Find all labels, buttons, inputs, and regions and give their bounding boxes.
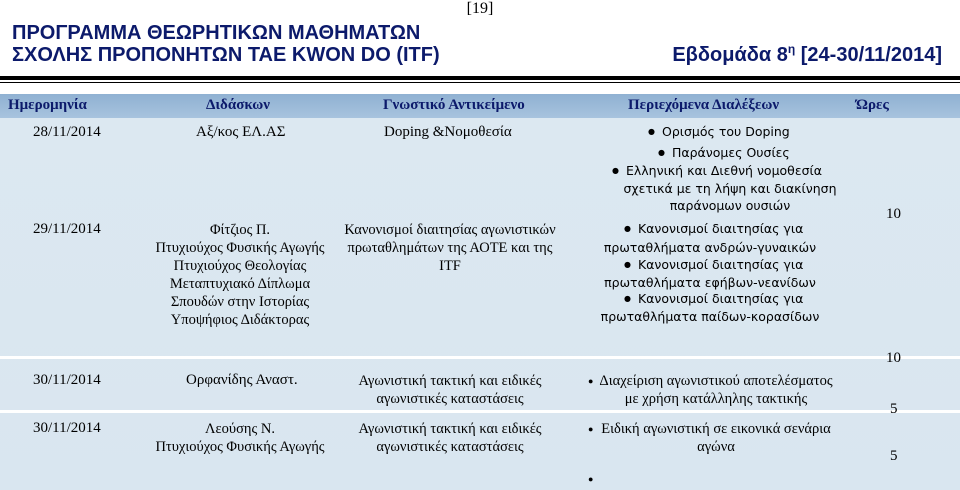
row4-hours-1: 5 <box>890 401 898 417</box>
week-text: Εβδομάδα 8 <box>672 44 788 66</box>
row3-subject-line: αγωνιστικές καταστάσεις <box>376 391 524 407</box>
header-subject: Γνωστικό Αντικείμενο <box>383 97 525 113</box>
row2-cont-2: πρωταθλήματα εφήβων-νεανίδων <box>604 275 816 290</box>
row2-teacher-line: Φίτζιος Π. <box>209 222 271 238</box>
page-number: [19] <box>466 0 494 17</box>
row3-subject <box>330 372 570 408</box>
header-content: Περιεχόμενα Διαλέξεων <box>628 97 780 113</box>
row3-subject-line: Αγωνιστική τακτική και ειδικές <box>358 373 542 389</box>
row3-content-line: Διαχείριση αγωνιστικού αποτελέσματος <box>599 373 833 389</box>
row3-hours: 10 <box>886 350 901 366</box>
row1-bullet-3: ● Ελληνική και Διεθνή νομοθεσία <box>612 163 822 178</box>
row4-hours-2: 5 <box>890 448 898 464</box>
row2-subject <box>330 221 570 275</box>
row4-subject-line: Αγωνιστική τακτική και ειδικές <box>358 421 542 437</box>
row2-bullet-2: ● Κανονισμοί διαιτησίας για <box>624 257 803 272</box>
row4-content <box>598 420 834 456</box>
row4-content-line: Ειδική αγωνιστική σε εικονικά σενάρια <box>601 421 831 437</box>
row3-bullet-dot: ● <box>588 376 594 386</box>
row1-bullet-1: ● Ορισμός του Doping <box>648 124 790 139</box>
row2-subject-line: ITF <box>439 258 461 274</box>
row1-cont-2: παράνομων ουσιών <box>669 198 791 213</box>
row2-bullet-1: ● Κανονισμοί διαιτησίας για <box>624 221 803 236</box>
row4-date: 30/11/2014 <box>33 420 101 436</box>
row2-bullet-3: ● Κανονισμοί διαιτησίας για <box>624 291 803 306</box>
row2-teacher-line: Υποψήφιος Διδάκτορας <box>170 312 310 328</box>
header-teacher: Διδάσκων <box>206 97 270 113</box>
schedule-table <box>0 94 960 490</box>
row3-content-line: με χρήση κατάλληλης τακτικής <box>624 391 808 407</box>
row1-subject: Doping &Νομοθεσία <box>384 124 512 140</box>
week-sup: η <box>787 42 796 56</box>
row2-subject-line: Κανονισμοί διαιτησίας αγωνιστικών <box>344 222 556 238</box>
week-range: [24-30/11/2014] <box>800 44 942 66</box>
table-header <box>0 94 960 118</box>
title-rule-thin <box>0 82 960 83</box>
row1-teacher: Αξ/κος ΕΛ.ΑΣ <box>196 124 286 140</box>
row2-teacher-line: Πτυχιούχος Θεολογίας <box>173 258 307 274</box>
row1-cont-1: σχετικά με τη λήψη και διακίνηση <box>623 181 837 196</box>
row1-bullet-2: ● Παράνομες Ουσίες <box>658 145 790 160</box>
row2-teacher-line: Μεταπτυχιακό Δίπλωμα <box>169 276 311 292</box>
row2-date: 29/11/2014 <box>33 221 101 237</box>
row2-teacher-line: Σπουδών στην Ιστορίας <box>170 294 310 310</box>
row3-content <box>598 372 834 408</box>
row2-subject-line: πρωταθλημάτων της ΑΟΤΕ και της <box>347 240 553 256</box>
row4-teacher <box>130 420 350 456</box>
row4-teacher-line: Λεούσης Ν. <box>205 421 275 437</box>
row2-cont-1: πρωταθλήματα ανδρών-γυναικών <box>603 240 817 255</box>
row1-date: 28/11/2014 <box>33 124 101 140</box>
row2-teacher-line: Πτυχιούχος Φυσικής Αγωγής <box>155 240 325 256</box>
title-rule-thick <box>0 76 960 80</box>
row4-subject-line: αγωνιστικές καταστάσεις <box>376 439 524 455</box>
school-title: ΣΧΟΛΗΣ ΠΡΟΠΟΝΗΤΩΝ ΤΑΕ KWON DO (ITF) <box>12 44 440 66</box>
row-separator <box>0 410 960 413</box>
header-hours: Ώρες <box>856 97 889 113</box>
row2-cont-3: πρωταθλήματα παίδων-κορασίδων <box>600 309 820 324</box>
row4-bullet-dot: ● <box>588 424 594 434</box>
empty-bullet-dot: ● <box>588 474 594 484</box>
row3-date: 30/11/2014 <box>33 372 101 388</box>
program-title: ΠΡΟΓΡΑΜΜΑ ΘΕΩΡΗΤΙΚΩΝ ΜΑΘΗΜΑΤΩΝ <box>12 22 421 44</box>
week-label <box>672 44 942 67</box>
row3-teacher: Ορφανίδης Αναστ. <box>186 372 298 388</box>
row4-content-line: αγώνα <box>697 439 735 455</box>
row2-hours: 10 <box>886 206 901 222</box>
header-date: Ημερομηνία <box>8 97 87 113</box>
row4-teacher-line: Πτυχιούχος Φυσικής Αγωγής <box>155 439 325 455</box>
row2-teacher <box>140 221 340 329</box>
row-separator <box>0 356 960 359</box>
row4-subject <box>330 420 570 456</box>
